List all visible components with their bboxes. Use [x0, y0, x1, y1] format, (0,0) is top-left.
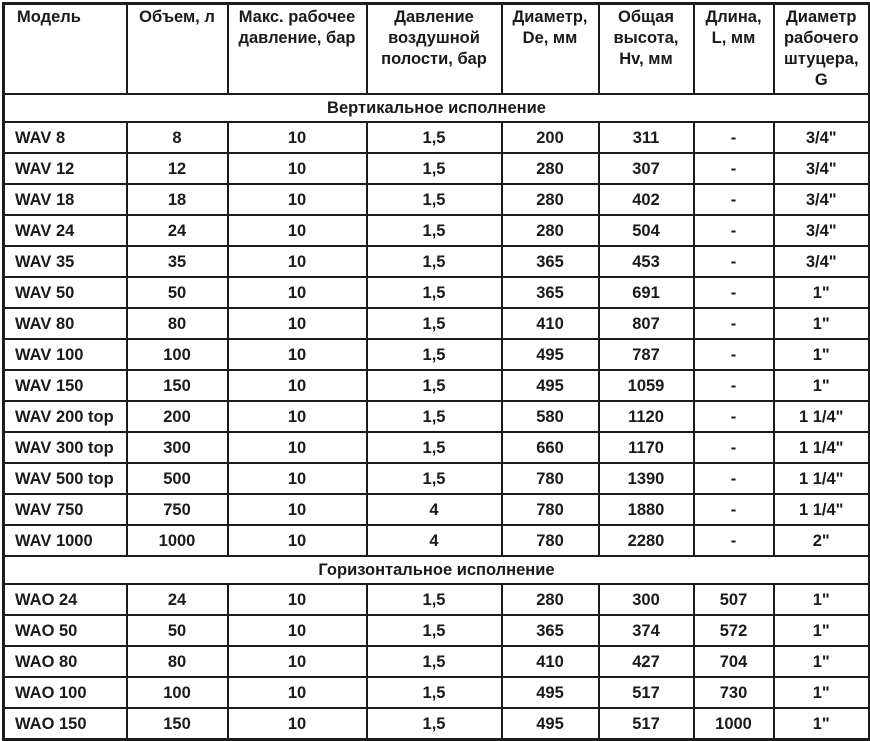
value-cell: 780: [502, 463, 599, 494]
value-cell: 1,5: [367, 184, 502, 215]
value-cell: 280: [502, 184, 599, 215]
value-cell: 780: [502, 525, 599, 556]
value-cell: 1,5: [367, 646, 502, 677]
value-cell: 1,5: [367, 339, 502, 370]
table-row: [4, 432, 870, 463]
value-cell: 1": [774, 308, 870, 339]
value-cell: 10: [228, 184, 367, 215]
value-cell: 280: [502, 153, 599, 184]
header-model: Модель: [4, 4, 127, 95]
value-cell: 1,5: [367, 615, 502, 646]
value-cell: 4: [367, 494, 502, 525]
value-cell: 500: [127, 463, 228, 494]
section-header-row: [4, 556, 870, 584]
value-cell: 1,5: [367, 708, 502, 740]
value-cell: -: [694, 525, 774, 556]
section-title: Вертикальное исполнение: [4, 94, 870, 122]
model-cell: WAV 24: [4, 215, 127, 246]
value-cell: 3/4": [774, 122, 870, 153]
model-cell: WAO 80: [4, 646, 127, 677]
value-cell: 410: [502, 646, 599, 677]
value-cell: 10: [228, 246, 367, 277]
value-cell: 10: [228, 308, 367, 339]
value-cell: 365: [502, 615, 599, 646]
value-cell: 307: [599, 153, 694, 184]
value-cell: 787: [599, 339, 694, 370]
value-cell: 3/4": [774, 184, 870, 215]
header-max-pressure: Макс. рабочее давление, бар: [228, 4, 367, 95]
value-cell: 495: [502, 370, 599, 401]
value-cell: -: [694, 494, 774, 525]
value-cell: 10: [228, 525, 367, 556]
value-cell: 1,5: [367, 153, 502, 184]
value-cell: 1,5: [367, 370, 502, 401]
header-height: Общая высота, Hv, мм: [599, 4, 694, 95]
value-cell: -: [694, 122, 774, 153]
value-cell: 1": [774, 277, 870, 308]
value-cell: 517: [599, 677, 694, 708]
model-cell: WAV 750: [4, 494, 127, 525]
value-cell: 402: [599, 184, 694, 215]
value-cell: 507: [694, 584, 774, 615]
value-cell: 704: [694, 646, 774, 677]
value-cell: 10: [228, 584, 367, 615]
value-cell: 1,5: [367, 432, 502, 463]
value-cell: 572: [694, 615, 774, 646]
value-cell: 10: [228, 494, 367, 525]
value-cell: 18: [127, 184, 228, 215]
value-cell: 365: [502, 277, 599, 308]
value-cell: 24: [127, 584, 228, 615]
table-row: [4, 184, 870, 215]
value-cell: 1880: [599, 494, 694, 525]
value-cell: 311: [599, 122, 694, 153]
value-cell: 200: [127, 401, 228, 432]
value-cell: 1000: [127, 525, 228, 556]
value-cell: 495: [502, 339, 599, 370]
value-cell: 3/4": [774, 153, 870, 184]
header-diameter: Диаметр, De, мм: [502, 4, 599, 95]
table-row: [4, 615, 870, 646]
model-cell: WAV 300 top: [4, 432, 127, 463]
model-cell: WAO 150: [4, 708, 127, 740]
value-cell: 2": [774, 525, 870, 556]
value-cell: 300: [127, 432, 228, 463]
table-row: [4, 246, 870, 277]
model-cell: WAV 8: [4, 122, 127, 153]
value-cell: 691: [599, 277, 694, 308]
value-cell: 10: [228, 153, 367, 184]
value-cell: 200: [502, 122, 599, 153]
table-body: [4, 94, 870, 740]
table-row: [4, 370, 870, 401]
value-cell: 10: [228, 708, 367, 740]
value-cell: 495: [502, 677, 599, 708]
value-cell: -: [694, 370, 774, 401]
value-cell: 1,5: [367, 215, 502, 246]
table-row: [4, 525, 870, 556]
value-cell: 12: [127, 153, 228, 184]
table-row: [4, 153, 870, 184]
table-row: [4, 277, 870, 308]
model-cell: WAV 80: [4, 308, 127, 339]
value-cell: 1": [774, 584, 870, 615]
value-cell: 1,5: [367, 246, 502, 277]
value-cell: 495: [502, 708, 599, 740]
table-row: [4, 122, 870, 153]
value-cell: 807: [599, 308, 694, 339]
model-cell: WAO 24: [4, 584, 127, 615]
value-cell: 3/4": [774, 215, 870, 246]
model-cell: WAV 35: [4, 246, 127, 277]
model-cell: WAV 200 top: [4, 401, 127, 432]
header-air-pressure: Давление воздушной полости, бар: [367, 4, 502, 95]
header-volume: Объем, л: [127, 4, 228, 95]
value-cell: 1,5: [367, 463, 502, 494]
value-cell: 100: [127, 339, 228, 370]
model-cell: WAV 18: [4, 184, 127, 215]
model-cell: WAV 150: [4, 370, 127, 401]
value-cell: 1": [774, 370, 870, 401]
value-cell: 50: [127, 277, 228, 308]
value-cell: 10: [228, 215, 367, 246]
value-cell: 10: [228, 646, 367, 677]
value-cell: -: [694, 277, 774, 308]
table-row: [4, 494, 870, 525]
value-cell: -: [694, 339, 774, 370]
value-cell: -: [694, 246, 774, 277]
table-row: [4, 339, 870, 370]
value-cell: 10: [228, 432, 367, 463]
value-cell: 1,5: [367, 401, 502, 432]
value-cell: 1390: [599, 463, 694, 494]
value-cell: 1": [774, 339, 870, 370]
value-cell: 2280: [599, 525, 694, 556]
table-row: [4, 401, 870, 432]
value-cell: 8: [127, 122, 228, 153]
value-cell: -: [694, 463, 774, 494]
value-cell: 365: [502, 246, 599, 277]
value-cell: 750: [127, 494, 228, 525]
value-cell: 280: [502, 215, 599, 246]
model-cell: WAO 50: [4, 615, 127, 646]
value-cell: 580: [502, 401, 599, 432]
value-cell: 1": [774, 677, 870, 708]
value-cell: 10: [228, 339, 367, 370]
value-cell: 150: [127, 370, 228, 401]
header-fitting: Диаметр рабочего штуцера, G: [774, 4, 870, 95]
section-title: Горизонтальное исполнение: [4, 556, 870, 584]
table-row: [4, 463, 870, 494]
value-cell: 730: [694, 677, 774, 708]
value-cell: 100: [127, 677, 228, 708]
value-cell: 10: [228, 401, 367, 432]
value-cell: 780: [502, 494, 599, 525]
value-cell: 1000: [694, 708, 774, 740]
table-row: [4, 215, 870, 246]
value-cell: 453: [599, 246, 694, 277]
value-cell: 10: [228, 677, 367, 708]
table-row: [4, 584, 870, 615]
value-cell: 1,5: [367, 308, 502, 339]
value-cell: 24: [127, 215, 228, 246]
table-row: [4, 646, 870, 677]
value-cell: -: [694, 432, 774, 463]
value-cell: 80: [127, 308, 228, 339]
value-cell: -: [694, 308, 774, 339]
model-cell: WAO 100: [4, 677, 127, 708]
value-cell: 374: [599, 615, 694, 646]
value-cell: -: [694, 153, 774, 184]
value-cell: 1 1/4": [774, 401, 870, 432]
spec-table: [2, 2, 870, 741]
value-cell: 50: [127, 615, 228, 646]
section-header-row: [4, 94, 870, 122]
value-cell: 1059: [599, 370, 694, 401]
value-cell: 10: [228, 615, 367, 646]
value-cell: 35: [127, 246, 228, 277]
model-cell: WAV 12: [4, 153, 127, 184]
value-cell: 10: [228, 463, 367, 494]
table-row: [4, 308, 870, 339]
value-cell: 1,5: [367, 122, 502, 153]
value-cell: 4: [367, 525, 502, 556]
model-cell: WAV 50: [4, 277, 127, 308]
value-cell: 10: [228, 370, 367, 401]
table-row: [4, 708, 870, 740]
table-header: [4, 4, 870, 95]
header-row: [4, 4, 870, 95]
value-cell: 1,5: [367, 277, 502, 308]
value-cell: 3/4": [774, 246, 870, 277]
value-cell: -: [694, 184, 774, 215]
value-cell: 660: [502, 432, 599, 463]
value-cell: 1": [774, 615, 870, 646]
value-cell: 10: [228, 277, 367, 308]
model-cell: WAV 500 top: [4, 463, 127, 494]
value-cell: -: [694, 215, 774, 246]
value-cell: 280: [502, 584, 599, 615]
value-cell: 1,5: [367, 584, 502, 615]
value-cell: 150: [127, 708, 228, 740]
value-cell: 1 1/4": [774, 432, 870, 463]
value-cell: -: [694, 401, 774, 432]
value-cell: 1": [774, 646, 870, 677]
model-cell: WAV 100: [4, 339, 127, 370]
value-cell: 1,5: [367, 677, 502, 708]
value-cell: 1170: [599, 432, 694, 463]
header-length: Длина, L, мм: [694, 4, 774, 95]
table-row: [4, 677, 870, 708]
value-cell: 504: [599, 215, 694, 246]
value-cell: 10: [228, 122, 367, 153]
value-cell: 517: [599, 708, 694, 740]
value-cell: 410: [502, 308, 599, 339]
value-cell: 427: [599, 646, 694, 677]
value-cell: 80: [127, 646, 228, 677]
value-cell: 300: [599, 584, 694, 615]
value-cell: 1 1/4": [774, 494, 870, 525]
value-cell: 1120: [599, 401, 694, 432]
value-cell: 1": [774, 708, 870, 740]
model-cell: WAV 1000: [4, 525, 127, 556]
value-cell: 1 1/4": [774, 463, 870, 494]
